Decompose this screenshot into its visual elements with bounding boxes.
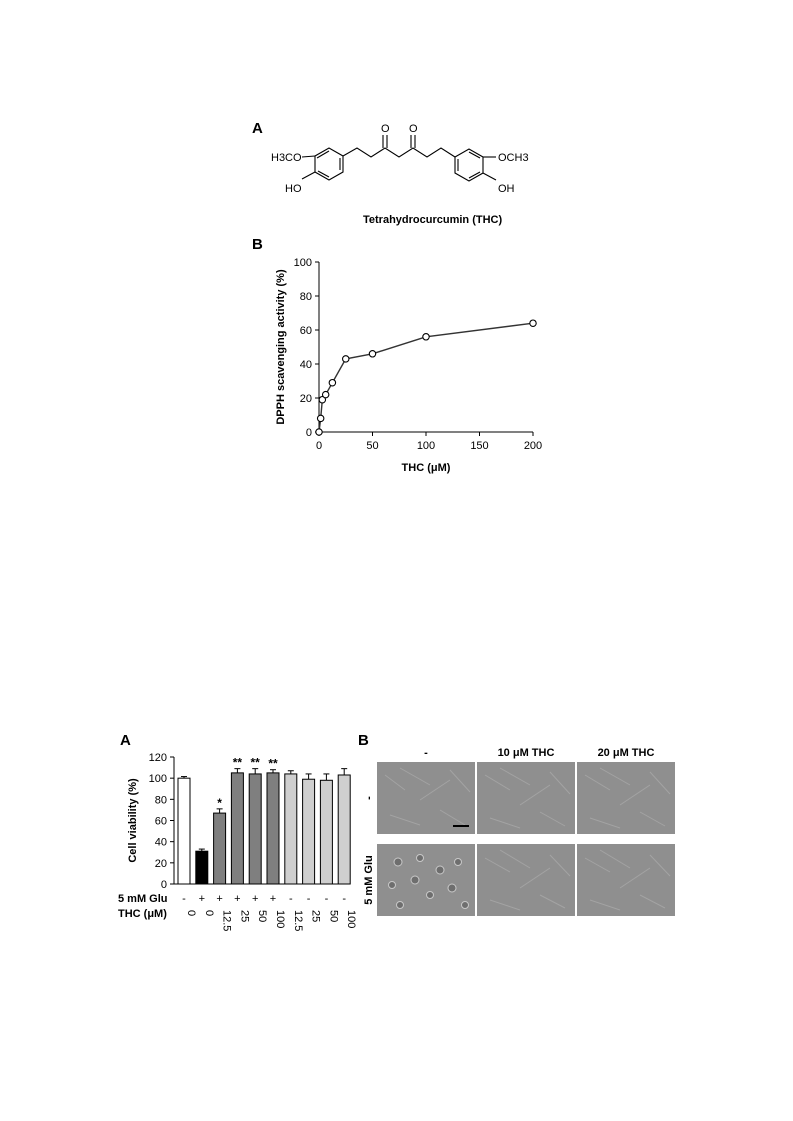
data-point bbox=[369, 351, 375, 357]
thc-value: 12.5 bbox=[220, 910, 233, 932]
y-tick-label: 20 bbox=[154, 857, 167, 870]
significance-marker: * bbox=[217, 795, 222, 810]
bar bbox=[285, 774, 297, 884]
y-tick-label: 100 bbox=[148, 773, 167, 786]
label-ho: HO bbox=[285, 183, 302, 195]
label-h3co: H3CO bbox=[271, 152, 302, 164]
thc-value: 25 bbox=[309, 910, 322, 923]
glu-sign: - bbox=[324, 893, 329, 905]
y-tick-label: 60 bbox=[299, 325, 312, 337]
left-benzene-ring bbox=[315, 148, 343, 180]
micrograph-glu bbox=[377, 844, 475, 916]
heptanoid-chain bbox=[343, 148, 455, 157]
significance-marker: ** bbox=[268, 756, 278, 771]
y-axis-label: Cell viability (%) bbox=[127, 778, 139, 863]
glu-sign: + bbox=[269, 893, 277, 905]
glu-sign: + bbox=[251, 893, 259, 905]
panel-letter-1b: B bbox=[252, 236, 263, 253]
thc-value: 0 bbox=[185, 910, 197, 917]
micro-col-header-control: - bbox=[424, 747, 428, 759]
y-tick-label: 80 bbox=[154, 794, 167, 807]
y-axis-label: DPPH scavenging activity (%) bbox=[275, 269, 287, 425]
data-point bbox=[343, 356, 349, 362]
data-point bbox=[316, 429, 322, 435]
panel-letter-2a: A bbox=[120, 732, 131, 749]
micrograph-grid bbox=[377, 762, 675, 916]
y-tick-label: 20 bbox=[299, 393, 312, 405]
thc-structure bbox=[302, 135, 496, 181]
micro-row-label-glu: 5 mM Glu bbox=[363, 855, 375, 905]
micro-col-header-20um: 20 μM THC bbox=[597, 747, 655, 759]
panel-letter-1a: A bbox=[252, 120, 263, 137]
bar bbox=[267, 773, 279, 884]
panel-letter-2b: B bbox=[358, 732, 369, 749]
thc-value: 12.5 bbox=[291, 910, 304, 932]
bar bbox=[231, 773, 243, 884]
y-tick-label: 60 bbox=[154, 815, 167, 828]
label-oh: OH bbox=[498, 183, 515, 195]
x-tick-label: 100 bbox=[416, 440, 436, 452]
thc-value: 50 bbox=[327, 910, 340, 923]
row-label-thc: THC (μM) bbox=[118, 908, 167, 920]
x-tick-label: 50 bbox=[366, 440, 379, 452]
glu-sign: + bbox=[216, 893, 223, 905]
x-tick-label: 150 bbox=[470, 440, 489, 452]
thc-value: 50 bbox=[256, 910, 269, 923]
x-tick-label: 200 bbox=[523, 440, 543, 452]
label-carbonyl-o2: O bbox=[409, 123, 418, 135]
label-carbonyl-o1: O bbox=[381, 123, 390, 135]
micro-col-header-10um: 10 μM THC bbox=[497, 747, 555, 759]
bar bbox=[249, 774, 261, 884]
y-tick-label: 40 bbox=[299, 359, 312, 371]
right-benzene-ring bbox=[455, 149, 483, 181]
data-point bbox=[317, 415, 323, 421]
bar bbox=[214, 813, 226, 884]
dpph-line-chart bbox=[275, 257, 542, 474]
data-point bbox=[329, 380, 335, 386]
label-och3: OCH3 bbox=[498, 152, 529, 164]
y-tick-label: 0 bbox=[160, 879, 167, 891]
significance-marker: ** bbox=[250, 755, 260, 770]
glu-sign: - bbox=[182, 893, 186, 905]
y-tick-label: 100 bbox=[293, 257, 312, 269]
x-tick-label: 0 bbox=[315, 440, 323, 452]
cell-viability-bar-chart bbox=[127, 752, 350, 891]
thc-value: 100 bbox=[345, 910, 358, 929]
y-tick-label: 120 bbox=[148, 752, 167, 764]
y-tick-label: 0 bbox=[305, 427, 312, 439]
condition-table bbox=[182, 893, 357, 931]
data-point bbox=[530, 320, 536, 326]
thc-value: 25 bbox=[238, 910, 251, 923]
significance-marker: ** bbox=[232, 755, 243, 770]
data-point bbox=[423, 334, 429, 340]
data-point bbox=[322, 391, 328, 397]
x-axis-label: THC (μM) bbox=[401, 462, 451, 474]
thc-value: 100 bbox=[274, 910, 286, 929]
bar bbox=[320, 780, 332, 884]
glu-sign: - bbox=[342, 893, 347, 905]
glu-sign: + bbox=[198, 893, 206, 905]
y-tick-label: 40 bbox=[154, 836, 167, 849]
glu-sign: - bbox=[306, 893, 311, 905]
micro-row-label-control: - bbox=[363, 796, 375, 800]
bar bbox=[338, 775, 350, 884]
glu-sign: - bbox=[288, 893, 293, 905]
bar bbox=[178, 778, 190, 884]
thc-value: 0 bbox=[202, 910, 215, 917]
structure-caption: Tetrahydrocurcumin (THC) bbox=[363, 214, 503, 226]
row-label-glu: 5 mM Glu bbox=[118, 893, 168, 905]
glu-sign: + bbox=[234, 893, 241, 905]
micrograph-control bbox=[377, 762, 475, 834]
y-tick-label: 80 bbox=[299, 291, 312, 303]
bar bbox=[303, 779, 315, 884]
bar bbox=[196, 851, 208, 884]
